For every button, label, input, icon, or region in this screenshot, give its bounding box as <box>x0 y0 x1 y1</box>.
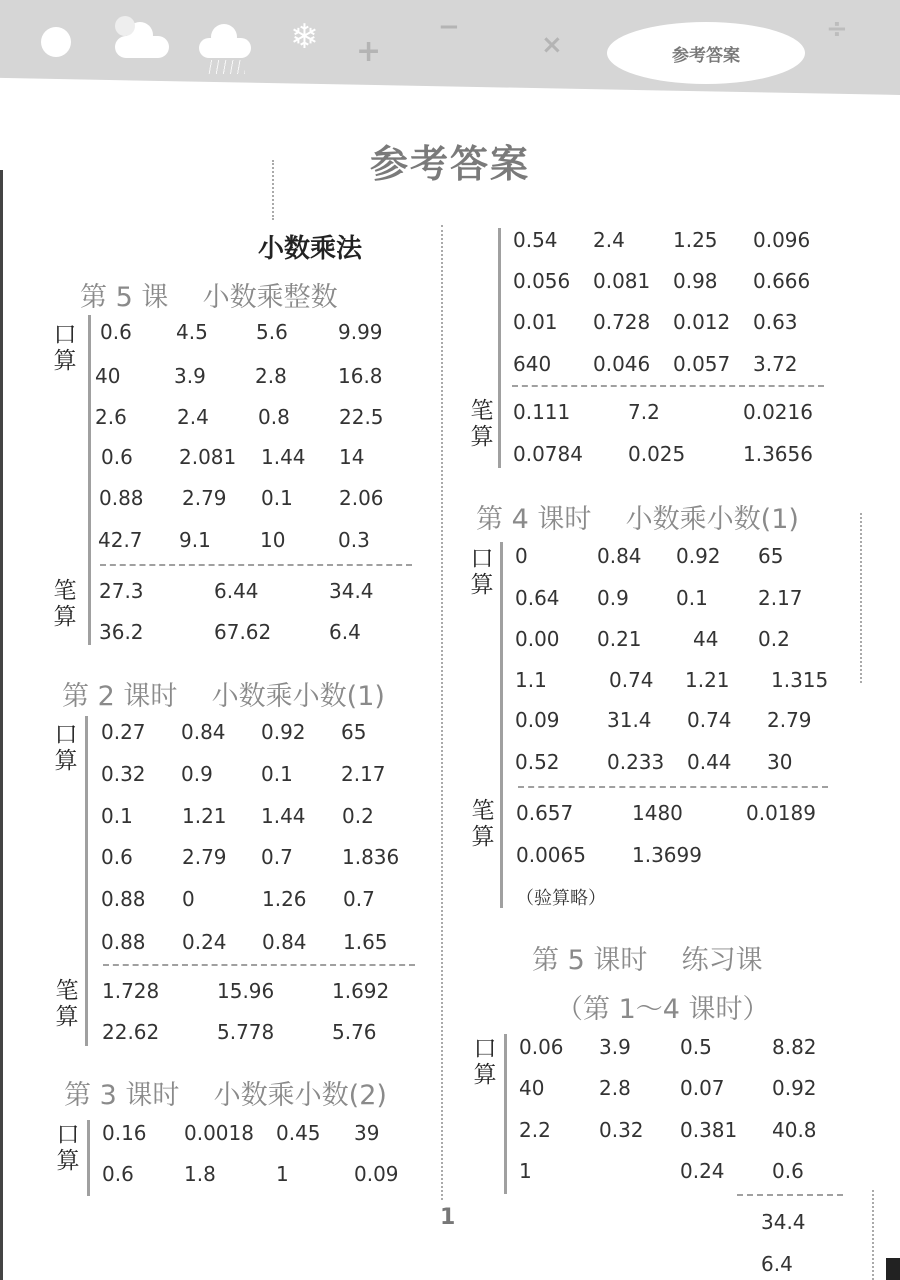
mental-calc-label: 口算 <box>473 1036 497 1088</box>
answer-cell: 31.4 <box>607 708 652 732</box>
answer-cell: 2.4 <box>177 405 209 429</box>
unit-title: 小数乘法 <box>258 234 363 264</box>
answer-cell: 3.9 <box>174 364 206 388</box>
answer-cell: 8.82 <box>772 1035 817 1059</box>
lesson-title: 第 3 课时 小数乘小数(2) <box>64 1080 387 1111</box>
dashed-separator <box>737 1194 843 1196</box>
answer-cell: 0.5 <box>680 1035 712 1059</box>
answer-cell: 0.1 <box>676 586 708 610</box>
dashed-separator <box>518 786 828 788</box>
answer-cell: 0.2 <box>342 804 374 828</box>
answer-cell: 1480 <box>632 801 683 825</box>
answer-cell: 1.8 <box>184 1162 216 1186</box>
answer-cell: 0.046 <box>593 352 651 376</box>
answer-cell: 39 <box>354 1121 380 1145</box>
dashed-separator <box>100 564 412 566</box>
answer-cell: 0.63 <box>753 310 798 334</box>
answer-cell: 0.2 <box>758 627 790 651</box>
answer-cell: 0.6 <box>102 1162 134 1186</box>
answer-cell: 0.0018 <box>184 1121 254 1145</box>
answer-cell: 0.7 <box>261 845 293 869</box>
answer-cell: 4.5 <box>176 320 208 344</box>
times-icon: × <box>541 30 563 60</box>
answer-cell: 0 <box>182 887 195 911</box>
column-divider <box>441 225 443 1200</box>
answer-cell: 0.92 <box>676 544 721 568</box>
dotted-guide <box>272 160 274 220</box>
answer-cell: 0.32 <box>599 1118 644 1142</box>
answer-cell: 0.32 <box>101 762 146 786</box>
answer-cell: 0.056 <box>513 269 571 293</box>
minus-icon: − <box>438 12 460 42</box>
answer-cell: 0.52 <box>515 750 560 774</box>
answer-cell: 0.24 <box>680 1159 725 1183</box>
block-bar <box>87 1120 90 1196</box>
answer-cell: 640 <box>513 352 552 376</box>
answer-cell: 1.65 <box>343 930 388 954</box>
written-calc-label: 笔算 <box>55 978 79 1030</box>
lesson-title: 第 5 课时 练习课 <box>532 945 763 976</box>
answer-cell: 0.88 <box>101 930 146 954</box>
answer-cell: 1.44 <box>261 804 306 828</box>
answer-cell: 0.381 <box>680 1118 738 1142</box>
answer-cell: 1 <box>519 1159 532 1183</box>
answer-cell: 0.84 <box>181 720 226 744</box>
answer-cell: 0.21 <box>597 627 642 651</box>
answer-cell: 1.836 <box>342 845 400 869</box>
block-bar <box>504 1034 507 1194</box>
answer-cell: 0.9 <box>181 762 213 786</box>
answer-cell: 0.0216 <box>743 400 813 424</box>
answer-cell: 67.62 <box>214 620 272 644</box>
answer-cell: 2.081 <box>179 445 237 469</box>
written-calc-label: 笔算 <box>471 798 495 850</box>
answer-cell: 40 <box>519 1076 545 1100</box>
answer-cell: 27.3 <box>99 579 144 603</box>
block-bar <box>85 716 88 1046</box>
written-calc-label: 笔算 <box>470 398 494 450</box>
answer-cell: 0.07 <box>680 1076 725 1100</box>
answer-cell: 36.2 <box>99 620 144 644</box>
answer-cell: 0.09 <box>515 708 560 732</box>
answer-cell: 0.84 <box>262 930 307 954</box>
dashed-separator <box>512 385 824 387</box>
answer-cell: 0.88 <box>101 887 146 911</box>
answer-cell: 0.012 <box>673 310 731 334</box>
answer-cell: 65 <box>758 544 784 568</box>
answer-cell: 0.84 <box>597 544 642 568</box>
answer-cell: 0.92 <box>772 1076 817 1100</box>
answer-cell: 0.6 <box>101 445 133 469</box>
answer-cell: 0.728 <box>593 310 651 334</box>
header-badge: 参考答案 <box>607 22 805 84</box>
answer-cell: 0.1 <box>101 804 133 828</box>
answer-cell: 9.99 <box>338 320 383 344</box>
answer-cell: 1.26 <box>262 887 307 911</box>
answer-cell: 0.0784 <box>513 442 583 466</box>
answer-cell: 0.0189 <box>746 801 816 825</box>
answer-cell: 1.3656 <box>743 442 813 466</box>
answer-cell: 0.6 <box>772 1159 804 1183</box>
answer-cell: 0.1 <box>261 486 293 510</box>
answer-cell: 2.17 <box>758 586 803 610</box>
page-edge-shadow <box>0 170 3 1280</box>
answer-cell: 22.5 <box>339 405 384 429</box>
answer-cell: 5.6 <box>256 320 288 344</box>
plus-icon: + <box>356 34 382 69</box>
lesson-title: 第 5 课 小数乘整数 <box>80 282 338 313</box>
answer-cell: 42.7 <box>98 528 143 552</box>
answer-cell: 0.74 <box>609 668 654 692</box>
answer-cell: 3.9 <box>599 1035 631 1059</box>
answer-cell: 15.96 <box>217 979 275 1003</box>
answer-cell: 0.09 <box>354 1162 399 1186</box>
answer-cell: 2.4 <box>593 228 625 252</box>
answer-cell: 0.88 <box>99 486 144 510</box>
answer-cell: 0.45 <box>276 1121 321 1145</box>
answer-cell: 0.24 <box>182 930 227 954</box>
answer-cell: 1.44 <box>261 445 306 469</box>
answer-cell: 0.657 <box>516 801 574 825</box>
answer-cell: 22.62 <box>102 1020 160 1044</box>
sun-icon <box>41 27 71 57</box>
answer-cell: 0.16 <box>102 1121 147 1145</box>
dotted-guide <box>860 513 862 683</box>
answer-cell: 2.8 <box>255 364 287 388</box>
written-calc-label: 笔算 <box>53 578 77 630</box>
answer-cell: 0.096 <box>753 228 811 252</box>
answer-cell: 9.1 <box>179 528 211 552</box>
answer-cell: 44 <box>693 627 719 651</box>
answer-cell: 0.00 <box>515 627 560 651</box>
answer-cell: 6.44 <box>214 579 259 603</box>
answer-cell: 1.25 <box>673 228 718 252</box>
answer-cell: 10 <box>260 528 286 552</box>
answer-cell: 6.4 <box>761 1252 793 1276</box>
answer-cell: 65 <box>341 720 367 744</box>
answer-cell: 0.1 <box>261 762 293 786</box>
answer-cell: 1.315 <box>771 668 829 692</box>
answer-cell: 1.3699 <box>632 843 702 867</box>
block-bar <box>88 315 91 645</box>
answer-cell: 34.4 <box>761 1210 806 1234</box>
answer-cell: 0.92 <box>261 720 306 744</box>
answer-cell: 2.17 <box>341 762 386 786</box>
mental-calc-label: 口算 <box>470 546 494 598</box>
mental-calc-label: 口算 <box>56 1122 80 1174</box>
answer-cell: 0.74 <box>687 708 732 732</box>
lesson-title: 第 2 课时 小数乘小数(1) <box>62 681 385 712</box>
answer-cell: 0.0065 <box>516 843 586 867</box>
answer-cell: 5.76 <box>332 1020 377 1044</box>
answer-cell: 0.8 <box>258 405 290 429</box>
answer-cell: 0.27 <box>101 720 146 744</box>
answer-cell: 1.692 <box>332 979 390 1003</box>
divide-icon: ÷ <box>826 14 848 44</box>
answer-cell: 0.6 <box>100 320 132 344</box>
answer-cell: 6.4 <box>329 620 361 644</box>
answer-cell: 0.233 <box>607 750 665 774</box>
answer-cell: 14 <box>339 445 365 469</box>
answer-cell: 0.081 <box>593 269 651 293</box>
answer-cell: 0.6 <box>101 845 133 869</box>
page-edge-mark <box>886 1258 900 1280</box>
answer-cell: 2.6 <box>95 405 127 429</box>
answer-cell: 2.06 <box>339 486 384 510</box>
answer-cell: 0.98 <box>673 269 718 293</box>
answer-cell: 0.9 <box>597 586 629 610</box>
page-title: 参考答案 <box>369 142 530 186</box>
answer-cell: 0.111 <box>513 400 571 424</box>
answer-cell: 16.8 <box>338 364 383 388</box>
answer-cell: 0.3 <box>338 528 370 552</box>
snowflake-icon: ❄ <box>290 17 319 57</box>
page-number: 1 <box>440 1205 456 1230</box>
verification-omitted-note: （验算略） <box>516 888 606 909</box>
lesson-title: 第 4 课时 小数乘小数(1) <box>476 504 799 535</box>
answer-cell: 1.1 <box>515 668 547 692</box>
answer-cell: 5.778 <box>217 1020 275 1044</box>
answer-cell: 0.01 <box>513 310 558 334</box>
answer-cell: 1 <box>276 1162 289 1186</box>
block-bar <box>498 228 501 468</box>
answer-cell: 0 <box>515 544 528 568</box>
answer-cell: 2.79 <box>182 845 227 869</box>
answer-cell: 0.06 <box>519 1035 564 1059</box>
answer-cell: 0.025 <box>628 442 686 466</box>
dashed-separator <box>103 964 415 966</box>
dotted-guide <box>872 1190 874 1280</box>
answer-cell: 40 <box>95 364 121 388</box>
block-bar <box>500 542 503 908</box>
mental-calc-label: 口算 <box>53 322 77 374</box>
answer-cell: 2.8 <box>599 1076 631 1100</box>
answer-cell: 0.666 <box>753 269 811 293</box>
lesson-subtitle: （第 1～4 课时） <box>556 994 770 1025</box>
answer-cell: 2.79 <box>767 708 812 732</box>
answer-block-mental <box>498 228 828 468</box>
answer-cell: 3.72 <box>753 352 798 376</box>
partly-cloudy-icon <box>115 36 169 58</box>
answer-cell: 0.54 <box>513 228 558 252</box>
answer-cell: 2.79 <box>182 486 227 510</box>
answer-cell: 0.7 <box>343 887 375 911</box>
answer-cell: 0.64 <box>515 586 560 610</box>
answer-cell: 2.2 <box>519 1118 551 1142</box>
rain-cloud-icon <box>199 38 251 58</box>
answer-cell: 0.44 <box>687 750 732 774</box>
answer-cell: 1.21 <box>685 668 730 692</box>
answer-cell: 0.057 <box>673 352 731 376</box>
rain-drops-icon <box>205 60 245 74</box>
mental-calc-label: 口算 <box>54 722 78 774</box>
answer-cell: 34.4 <box>329 579 374 603</box>
answer-cell: 1.728 <box>102 979 160 1003</box>
answer-cell: 7.2 <box>628 400 660 424</box>
answer-cell: 1.21 <box>182 804 227 828</box>
answer-cell: 40.8 <box>772 1118 817 1142</box>
answer-cell: 30 <box>767 750 793 774</box>
